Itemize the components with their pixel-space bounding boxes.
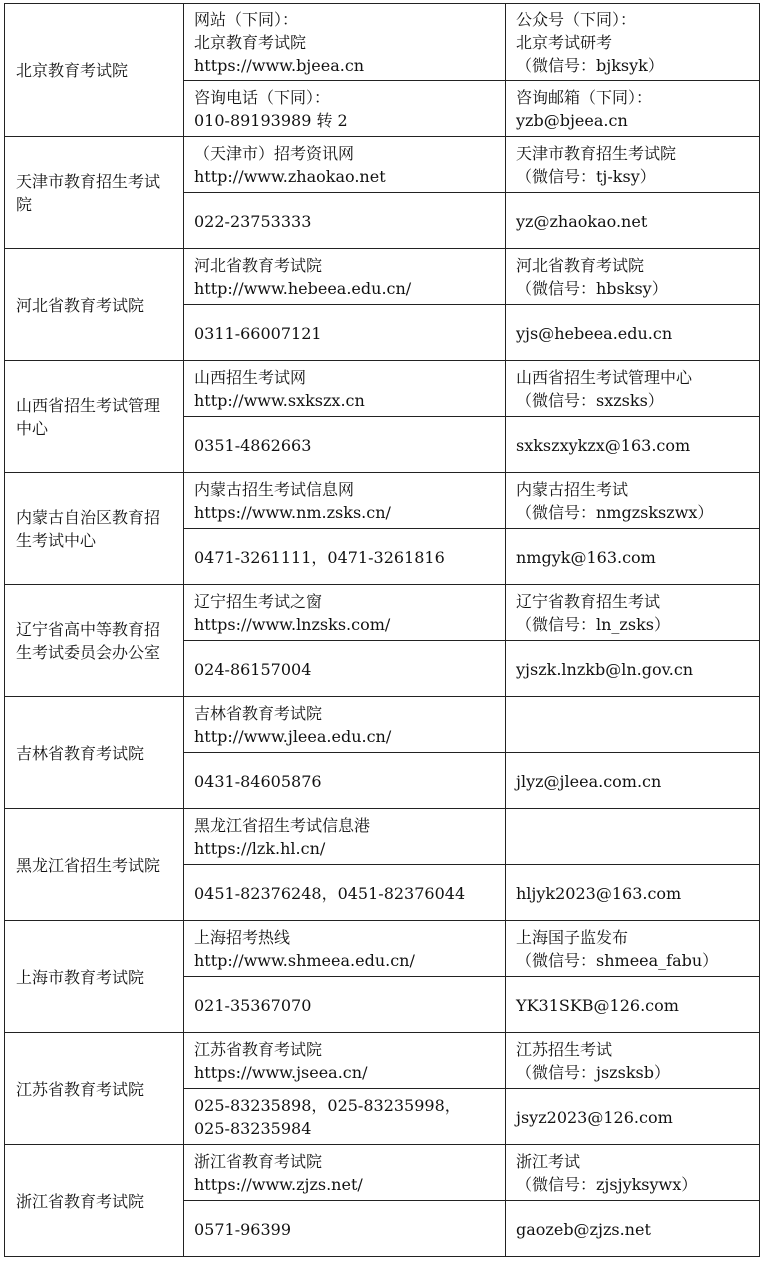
wechat-cell: 公众号（下同）： 北京考试研考 （微信号：bjksyk） (506, 4, 760, 81)
website-cell: 江苏省教育考试院 https://www.jseea.cn/ (184, 1033, 506, 1089)
wechat-cell: 天津市教育招生考试院 （微信号：tj-ksy） (506, 137, 760, 193)
phone-cell: 0311-66007121 (184, 305, 506, 361)
email-cell: hljyk2023@163.com (506, 865, 760, 921)
phone-cell: 0471-3261111，0471-3261816 (184, 529, 506, 585)
table-row (5, 809, 760, 865)
org-name-cell: 北京教育考试院 (5, 4, 184, 137)
website-cell: 浙江省教育考试院 https://www.zjzs.net/ (184, 1145, 506, 1201)
table-row (5, 697, 760, 753)
email-cell: sxkszxykzx@163.com (506, 417, 760, 473)
table-row (5, 921, 760, 977)
table-row (5, 1033, 760, 1089)
org-name-cell: 辽宁省高中等教育招生考试委员会办公室 (5, 585, 184, 697)
website-cell: 上海招考热线 http://www.shmeea.edu.cn/ (184, 921, 506, 977)
org-name-cell: 黑龙江省招生考试院 (5, 809, 184, 921)
table-row (5, 585, 760, 641)
table-row (5, 4, 760, 81)
website-cell: 网站（下同）： 北京教育考试院 https://www.bjeea.cn (184, 4, 506, 81)
org-name-cell: 天津市教育招生考试院 (5, 137, 184, 249)
website-cell: （天津市）招考资讯网 http://www.zhaokao.net (184, 137, 506, 193)
contact-table (4, 3, 760, 1257)
phone-cell: 025-83235898，025-83235998， 025-83235984 (184, 1089, 506, 1145)
org-name-cell: 浙江省教育考试院 (5, 1145, 184, 1257)
phone-cell: 0431-84605876 (184, 753, 506, 809)
phone-cell: 0571-96399 (184, 1201, 506, 1257)
website-cell: 黑龙江省招生考试信息港 https://lzk.hl.cn/ (184, 809, 506, 865)
website-cell: 内蒙古招生考试信息网 https://www.nm.zsks.cn/ (184, 473, 506, 529)
table-row (5, 1145, 760, 1201)
phone-cell: 021-35367070 (184, 977, 506, 1033)
phone-cell: 022-23753333 (184, 193, 506, 249)
wechat-cell: 内蒙古招生考试 （微信号：nmgzskszwx） (506, 473, 760, 529)
org-name-cell: 河北省教育考试院 (5, 249, 184, 361)
email-cell: jsyz2023@126.com (506, 1089, 760, 1145)
email-cell: yjszk.lnzkb@ln.gov.cn (506, 641, 760, 697)
wechat-cell: 浙江考试 （微信号：zjsjyksywx） (506, 1145, 760, 1201)
phone-cell: 024-86157004 (184, 641, 506, 697)
table-row (5, 361, 760, 417)
table-row (5, 473, 760, 529)
phone-cell: 0351-4862663 (184, 417, 506, 473)
website-cell: 山西招生考试网 http://www.sxkszx.cn (184, 361, 506, 417)
wechat-cell: 江苏招生考试 （微信号：jszsksb） (506, 1033, 760, 1089)
org-name-cell: 山西省招生考试管理中心 (5, 361, 184, 473)
org-name-cell: 内蒙古自治区教育招生考试中心 (5, 473, 184, 585)
org-name-cell: 江苏省教育考试院 (5, 1033, 184, 1145)
wechat-cell: 辽宁省教育招生考试 （微信号：ln_zsks） (506, 585, 760, 641)
email-cell: yz@zhaokao.net (506, 193, 760, 249)
org-name-cell: 吉林省教育考试院 (5, 697, 184, 809)
website-cell: 辽宁招生考试之窗 https://www.lnzsks.com/ (184, 585, 506, 641)
email-cell: gaozeb@zjzs.net (506, 1201, 760, 1257)
wechat-cell: 河北省教育考试院 （微信号：hbsksy） (506, 249, 760, 305)
email-cell: 咨询邮箱（下同）： yzb@bjeea.cn (506, 81, 760, 137)
email-cell: YK31SKB@126.com (506, 977, 760, 1033)
wechat-cell: 上海国子监发布 （微信号：shmeea_fabu） (506, 921, 760, 977)
org-name-cell: 上海市教育考试院 (5, 921, 184, 1033)
wechat-cell (506, 809, 760, 865)
email-cell: nmgyk@163.com (506, 529, 760, 585)
website-cell: 河北省教育考试院 http://www.hebeea.edu.cn/ (184, 249, 506, 305)
wechat-cell: 山西省招生考试管理中心 （微信号：sxzsks） (506, 361, 760, 417)
phone-cell: 0451-82376248，0451-82376044 (184, 865, 506, 921)
email-cell: jlyz@jleea.com.cn (506, 753, 760, 809)
table-body (5, 4, 760, 1257)
email-cell: yjs@hebeea.edu.cn (506, 305, 760, 361)
table-row (5, 137, 760, 193)
phone-cell: 咨询电话（下同）： 010-89193989 转 2 (184, 81, 506, 137)
wechat-cell (506, 697, 760, 753)
website-cell: 吉林省教育考试院 http://www.jleea.edu.cn/ (184, 697, 506, 753)
table-row (5, 249, 760, 305)
